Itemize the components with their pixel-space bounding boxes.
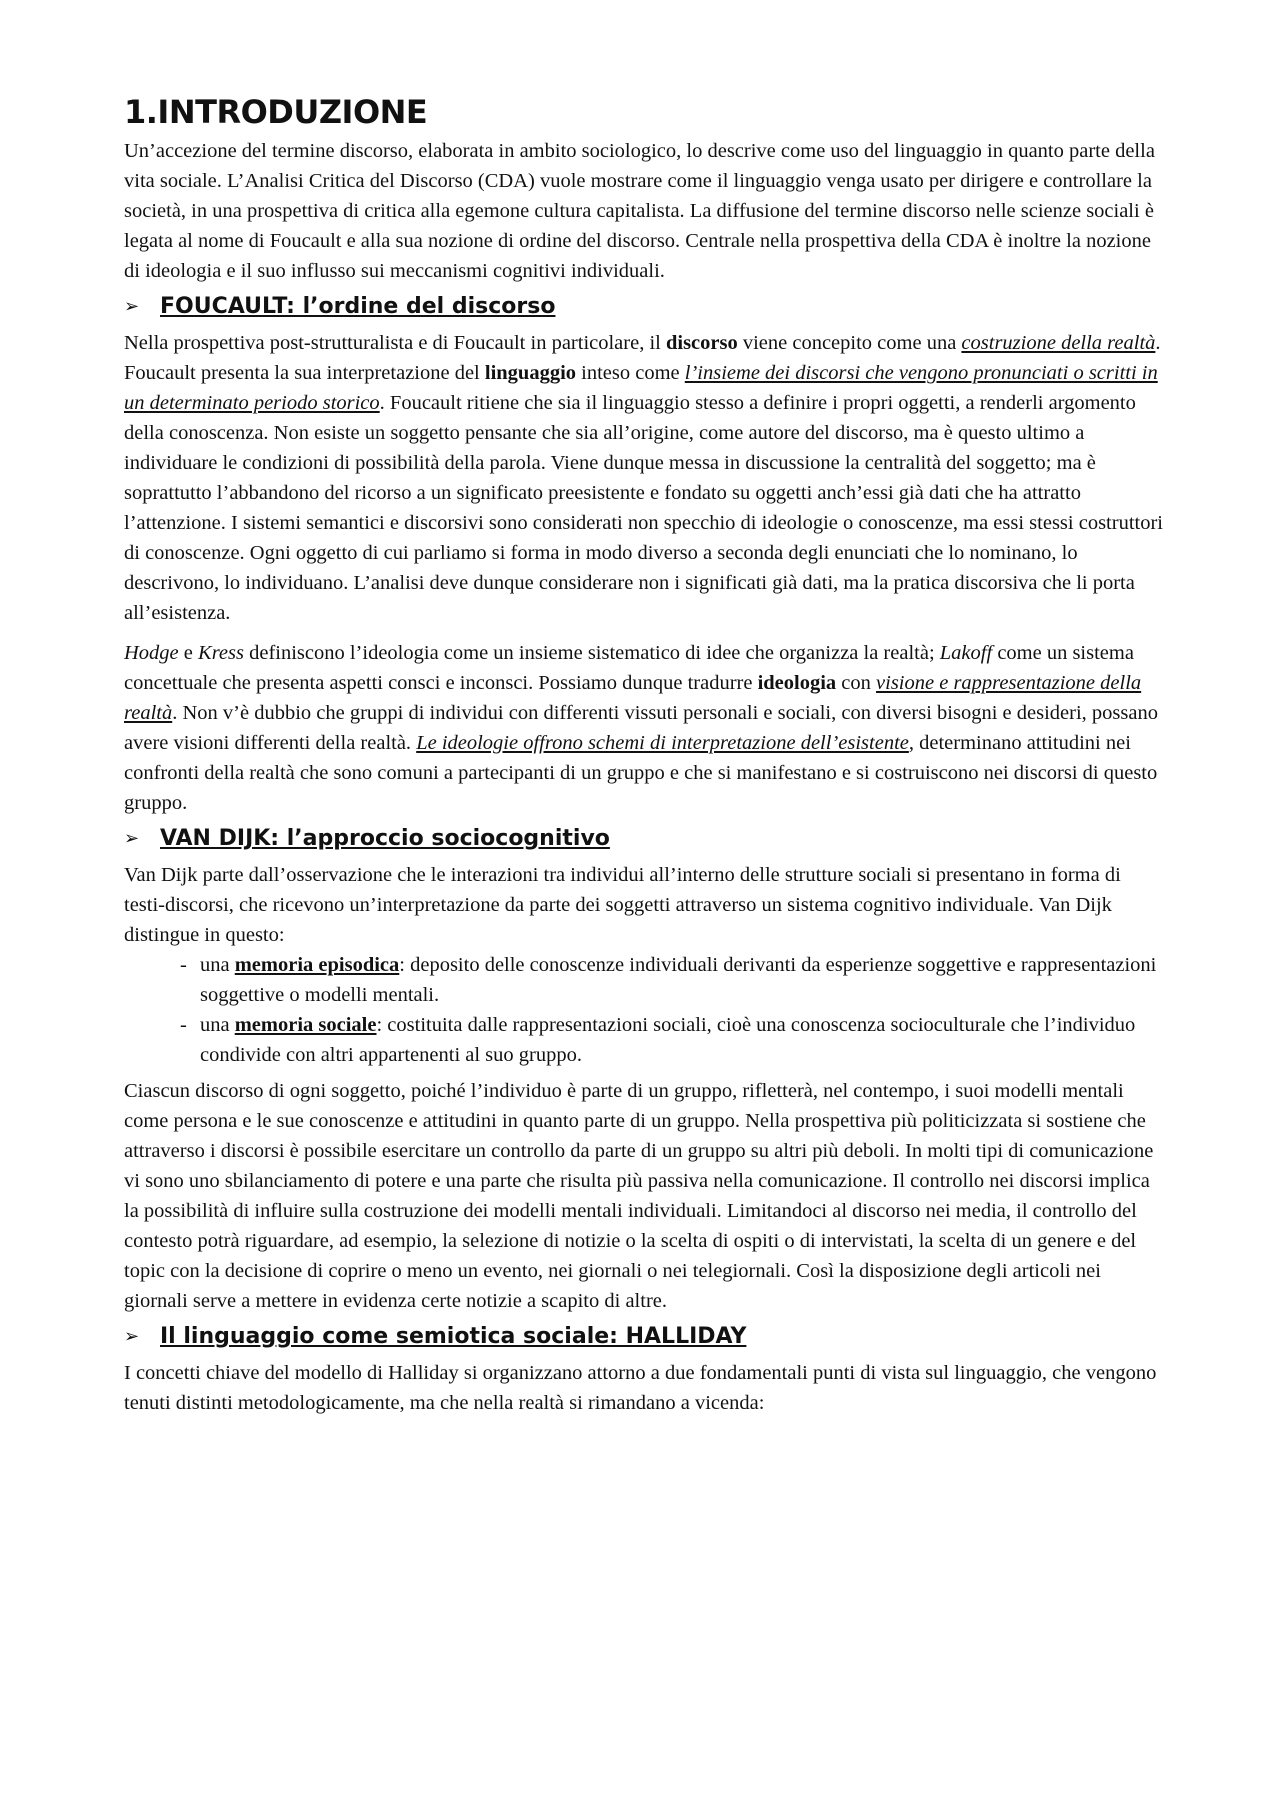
section-title: VAN DIJK: l’approccio sociocognitivo bbox=[160, 826, 610, 851]
section-heading-foucault bbox=[124, 292, 1164, 322]
vandijk-paragraph-1: Van Dijk parte dall’osservazione che le interazioni tra individui all’interno delle strutture sociali si presentano in forma di testi-discorsi, che ricevono un’interpretazione da parte dei soggetti attraverso un sistema cognitivo individuale. Van Dijk distingue in questo: bbox=[124, 864, 1121, 946]
intro-paragraph: Un’accezione del termine discorso, elaborata in ambito sociologico, lo descrive come uso del linguaggio in quanto parte della vita sociale. L’Analisi Critica del Discorso (CDA) vuole mostrare come il linguaggio venga usato per dirigere e controllare la società, in una prospettiva di critica alla egemone cultura capitalista. La diffusione del termine discorso nelle scienze sociali è legata al nome di Foucault e alla sua nozione di ordine del discorso. Centrale nella prospettiva della CDA è inoltre la nozione di ideologia e il suo influsso sui meccanismi cognitivi individuali. bbox=[124, 140, 1155, 282]
foucault-paragraph-1: Nella prospettiva post-strutturalista e di Foucault in particolare, il discorso viene concepito come una costruzione della realtà. Foucault presenta la sua interpretazione del linguaggio inteso come l’insieme dei discorsi che vengono pronunciati o scritti in un determinato periodo storico. Foucault ritiene che sia il linguaggio stesso a definire i propri oggetti, a renderli argomento della conoscenza. Non esiste un soggetto pensante che sia all’origine, come autore del discorso, ma è questo ultimo a individuare le condizioni di possibilità della parola. Viene dunque messa in discussione la centralità del soggetto; ma è soprattutto l’abbandono del ricorso a un significato preesistente e fondato su oggetti anch’essi già dati che ha attratto l’attenzione. I sistemi semantici e discorsivi sono considerati non specchio di ideologie o conoscenze, ma essi stessi costruttori di conoscenze. Ogni oggetto di cui parliamo si forma in modo diverso a seconda degli enunciati che lo nominano, lo descrivono, lo individuano. L’analisi deve dunque considerare non i significati già dati, ma la pratica discorsiva che li porta all’esistenza. bbox=[124, 332, 1163, 624]
arrow-bullet-icon: ➢ bbox=[124, 296, 140, 317]
foucault-paragraph-2: Hodge e Kress definiscono l’ideologia come un insieme sistematico di idee che organizza la realtà; Lakoff come un sistema concettuale che presenta aspetti consci e inconsci. Possiamo dunque tradurre ideologia con visione e rappresentazione della realtà. Non v’è dubbio che gruppi di individui con differenti vissuti personali e sociali, con diversi bisogni e desideri, possano avere visioni differenti della realtà. Le ideologie offrono schemi di interpretazione dell’esistente, determinano attitudini nei confronti della realtà che sono comuni a partecipanti di un gruppo e che si manifestano e si costruiscono nei discorsi di questo gruppo. bbox=[124, 642, 1158, 814]
document-page bbox=[124, 92, 1164, 1418]
arrow-bullet-icon: ➢ bbox=[124, 1326, 140, 1347]
page-title: 1.INTRODUZIONE bbox=[124, 93, 428, 131]
halliday-paragraph-1: I concetti chiave del modello di Halliday si organizzano attorno a due fondamentali punti di vista sul linguaggio, che vengono tenuti distinti metodologicamente, ma che nella realtà si rimandano a vicenda: bbox=[124, 1362, 1157, 1414]
arrow-bullet-icon: ➢ bbox=[124, 828, 140, 849]
section-title: FOUCAULT: l’ordine del discorso bbox=[160, 294, 556, 319]
memory-list bbox=[124, 950, 1164, 1070]
section-title: Il linguaggio come semiotica sociale: HALLIDAY bbox=[160, 1324, 747, 1349]
list-item: - una memoria episodica: deposito delle conoscenze individuali derivanti da esperienze soggettive e rappresentazioni soggettive o modelli mentali. bbox=[180, 954, 1157, 1006]
section-heading-halliday bbox=[124, 1322, 1164, 1352]
section-heading-vandijk bbox=[124, 824, 1164, 854]
vandijk-paragraph-2: Ciascun discorso di ogni soggetto, poiché l’individuo è parte di un gruppo, rifletterà, nel contempo, i suoi modelli mentali come persona e le sue conoscenze e attitudini in quanto parte di un gruppo. Nella prospettiva più politicizzata si sostiene che attraverso i discorsi è possibile esercitare un controllo da parte di un gruppo su altri più deboli. In molti tipi di comunicazione vi sono uno sbilanciamento di potere e una parte che risulta più passiva nella comunicazione. Il controllo nei discorsi implica la possibilità di influire sulla costruzione dei modelli mentali individuali. Limitandoci al discorso nei media, il controllo del contesto potrà riguardare, ad esempio, la selezione di notizie o la scelta di ospiti o di intervistati, la scelta di un genere e del topic con la decisione di coprire o meno un evento, nei giornali o nei telegiornali. Così la disposizione degli articoli nei giornali serve a mettere in evidenza certe notizie a scapito di altre. bbox=[124, 1080, 1154, 1312]
list-item: - una memoria sociale: costituita dalle rappresentazioni sociali, cioè una conoscenza socioculturale che l’individuo condivide con altri appartenenti al suo gruppo. bbox=[180, 1014, 1136, 1066]
